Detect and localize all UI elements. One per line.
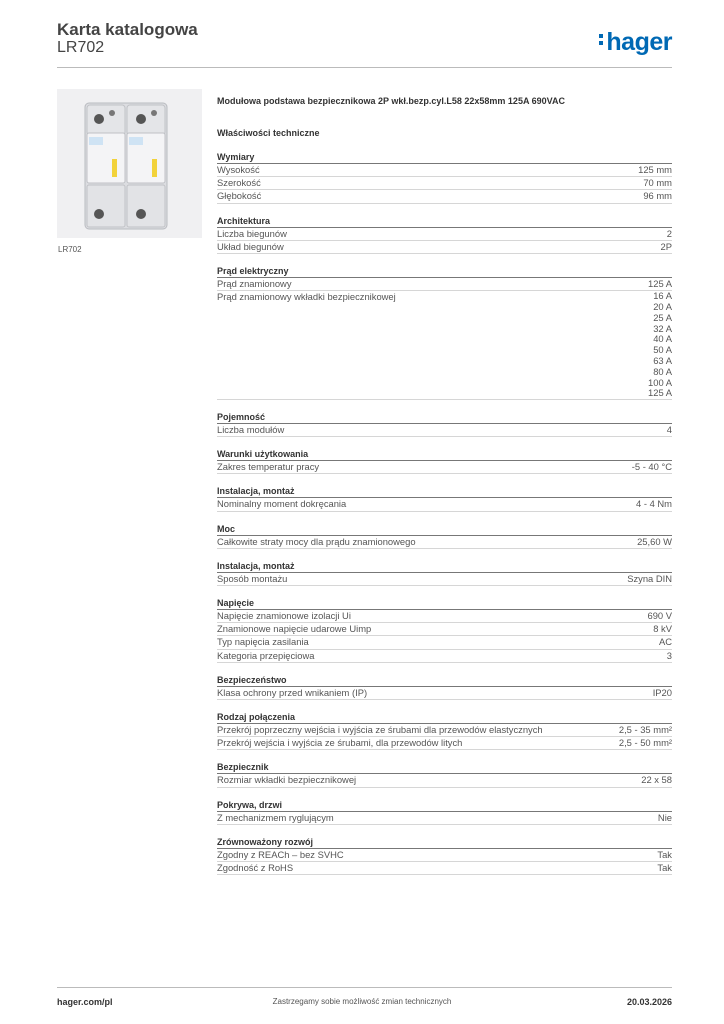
section-title: Moc — [217, 523, 672, 536]
spec-value: 80 A — [653, 365, 672, 377]
spec-value: Tak — [657, 861, 672, 873]
spec-section — [217, 151, 672, 204]
spec-sections — [217, 151, 672, 875]
section-title: Zrównoważony rozwój — [217, 836, 672, 849]
spec-value: 100 A — [648, 376, 672, 388]
spec-row — [217, 536, 672, 549]
spec-label: Zakres temperatur pracy — [217, 461, 320, 473]
spec-value: 125 mm — [638, 164, 672, 175]
spec-label: Zgodny z REACh – bez SVHC — [217, 848, 344, 860]
logo-text: hager — [606, 28, 672, 56]
section-title: Architektura — [217, 215, 672, 228]
spec-value: 3 — [666, 649, 672, 661]
spec-value: 4 — [666, 424, 672, 436]
spec-section — [217, 597, 672, 663]
spec-value: -5 - 40 °C — [631, 461, 672, 473]
spec-value: 25,60 W — [637, 535, 672, 547]
spec-section — [217, 711, 672, 750]
spec-section — [217, 485, 672, 511]
spec-value: 96 mm — [643, 190, 672, 202]
spec-label: Napięcie znamionowe izolacji Ui — [217, 610, 351, 622]
footer-disclaimer: Zastrzegamy sobie możliwość zmian technicznych — [272, 997, 452, 1006]
spec-row — [217, 461, 672, 474]
spec-row — [217, 610, 672, 623]
document-title: Karta katalogowa — [57, 20, 198, 39]
spec-row — [217, 650, 672, 663]
spec-value: 2,5 - 50 mm² — [618, 737, 672, 749]
tech-properties-title: Właściwości techniczne — [217, 128, 320, 138]
spec-value: 32 A — [653, 322, 672, 334]
spec-section — [217, 265, 672, 400]
spec-row — [217, 498, 672, 511]
spec-section — [217, 411, 672, 437]
hager-logo — [599, 28, 672, 57]
spec-values — [648, 291, 672, 399]
spec-label: Całkowite straty mocy dla prądu znamionowego — [217, 535, 416, 547]
spec-value: 22 x 58 — [641, 774, 672, 786]
section-title: Instalacja, montaż — [217, 560, 672, 573]
spec-section — [217, 448, 672, 474]
spec-label: Rozmiar wkładki bezpiecznikowej — [217, 774, 357, 786]
spec-value: AC — [658, 636, 672, 648]
spec-value: 2,5 - 35 mm² — [618, 723, 672, 735]
spec-row — [217, 849, 672, 862]
spec-value: 20 A — [653, 300, 672, 312]
spec-label: Zgodność z RoHS — [217, 861, 294, 873]
spec-value: 8 kV — [653, 623, 672, 635]
spec-section — [217, 560, 672, 586]
spec-row — [217, 623, 672, 636]
spec-value: 4 - 4 Nm — [636, 498, 672, 510]
spec-row — [217, 862, 672, 875]
spec-section — [217, 523, 672, 549]
spec-value: Tak — [657, 848, 672, 860]
spec-content — [217, 96, 672, 875]
spec-value: 125 A — [648, 387, 672, 399]
spec-row — [217, 812, 672, 825]
document-subtitle: LR702 — [57, 39, 105, 56]
section-title: Prąd elektryczny — [217, 265, 672, 278]
fuse-holder-icon — [57, 89, 202, 238]
spec-label: Typ napięcia zasilania — [217, 636, 309, 648]
spec-value: 2P — [660, 240, 672, 252]
section-title: Instalacja, montaż — [217, 485, 672, 498]
spec-label: Klasa ochrony przed wnikaniem (IP) — [217, 686, 368, 698]
spec-label: Układ biegunów — [217, 240, 284, 252]
product-image — [57, 89, 202, 238]
spec-row — [217, 190, 672, 203]
spec-value: 690 V — [647, 610, 672, 622]
spec-row — [217, 164, 672, 177]
spec-section — [217, 836, 672, 875]
footer-website-link[interactable]: hager.com/pl — [57, 997, 113, 1007]
footer-date: 20.03.2026 — [626, 997, 672, 1007]
section-title: Rodzaj połączenia — [217, 711, 672, 724]
section-title: Pojemność — [217, 411, 672, 424]
logo-colon-icon — [599, 31, 604, 48]
section-title: Bezpiecznik — [217, 761, 672, 774]
footer-divider — [57, 987, 672, 988]
spec-section — [217, 761, 672, 787]
spec-row — [217, 737, 672, 750]
spec-label: Przekrój wejścia i wyjścia ze śrubami, dla przewodów litych — [217, 737, 463, 749]
spec-value: IP20 — [652, 686, 672, 698]
section-title: Napięcie — [217, 597, 672, 610]
spec-label: Wysokość — [217, 164, 260, 175]
spec-value: 70 mm — [643, 177, 672, 189]
spec-row — [217, 177, 672, 190]
spec-row — [217, 573, 672, 586]
spec-value: 63 A — [653, 354, 672, 366]
spec-label: Przekrój poprzeczny wejścia i wyjścia ze śrubami dla przewodów elastycznych — [217, 723, 543, 735]
spec-label: Liczba modułów — [217, 424, 285, 436]
spec-value: 50 A — [653, 344, 672, 356]
spec-row — [217, 228, 672, 241]
spec-label: Kategoria przepięciowa — [217, 649, 315, 661]
spec-label: Liczba biegunów — [217, 227, 287, 239]
section-title: Warunki użytkowania — [217, 448, 672, 461]
image-caption: LR702 — [58, 245, 82, 254]
spec-value: Nie — [657, 811, 672, 823]
spec-row — [217, 774, 672, 787]
spec-value: 25 A — [653, 311, 672, 323]
spec-label: Prąd znamionowy wkładki bezpiecznikowej — [217, 291, 396, 303]
spec-value: Szyna DIN — [627, 572, 672, 584]
spec-value: 2 — [666, 227, 672, 239]
product-title: Modułowa podstawa bezpiecznikowa 2P wkł.bezp.cyl.L58 22x58mm 125A 690VAC — [217, 96, 565, 106]
section-title: Wymiary — [217, 151, 672, 164]
spec-label: Z mechanizmem ryglującym — [217, 811, 334, 823]
spec-value: 125 A — [648, 277, 672, 289]
spec-row — [217, 241, 672, 254]
spec-value: 16 A — [653, 290, 672, 302]
section-title: Bezpieczeństwo — [217, 674, 672, 687]
section-title: Pokrywa, drzwi — [217, 799, 672, 812]
spec-row — [217, 636, 672, 649]
header-divider — [57, 67, 672, 68]
spec-row — [217, 291, 672, 400]
spec-label: Sposób montażu — [217, 572, 288, 584]
spec-label: Nominalny moment dokręcania — [217, 498, 347, 510]
spec-row — [217, 424, 672, 437]
spec-section — [217, 674, 672, 700]
spec-section — [217, 215, 672, 254]
spec-label: Szerokość — [217, 177, 261, 189]
spec-row — [217, 724, 672, 737]
spec-label: Prąd znamionowy — [217, 277, 292, 289]
spec-row — [217, 278, 672, 291]
spec-row — [217, 687, 672, 700]
spec-section — [217, 799, 672, 825]
spec-label: Znamionowe napięcie udarowe Uimp — [217, 623, 372, 635]
spec-label: Głębokość — [217, 190, 262, 202]
spec-value: 40 A — [653, 333, 672, 345]
